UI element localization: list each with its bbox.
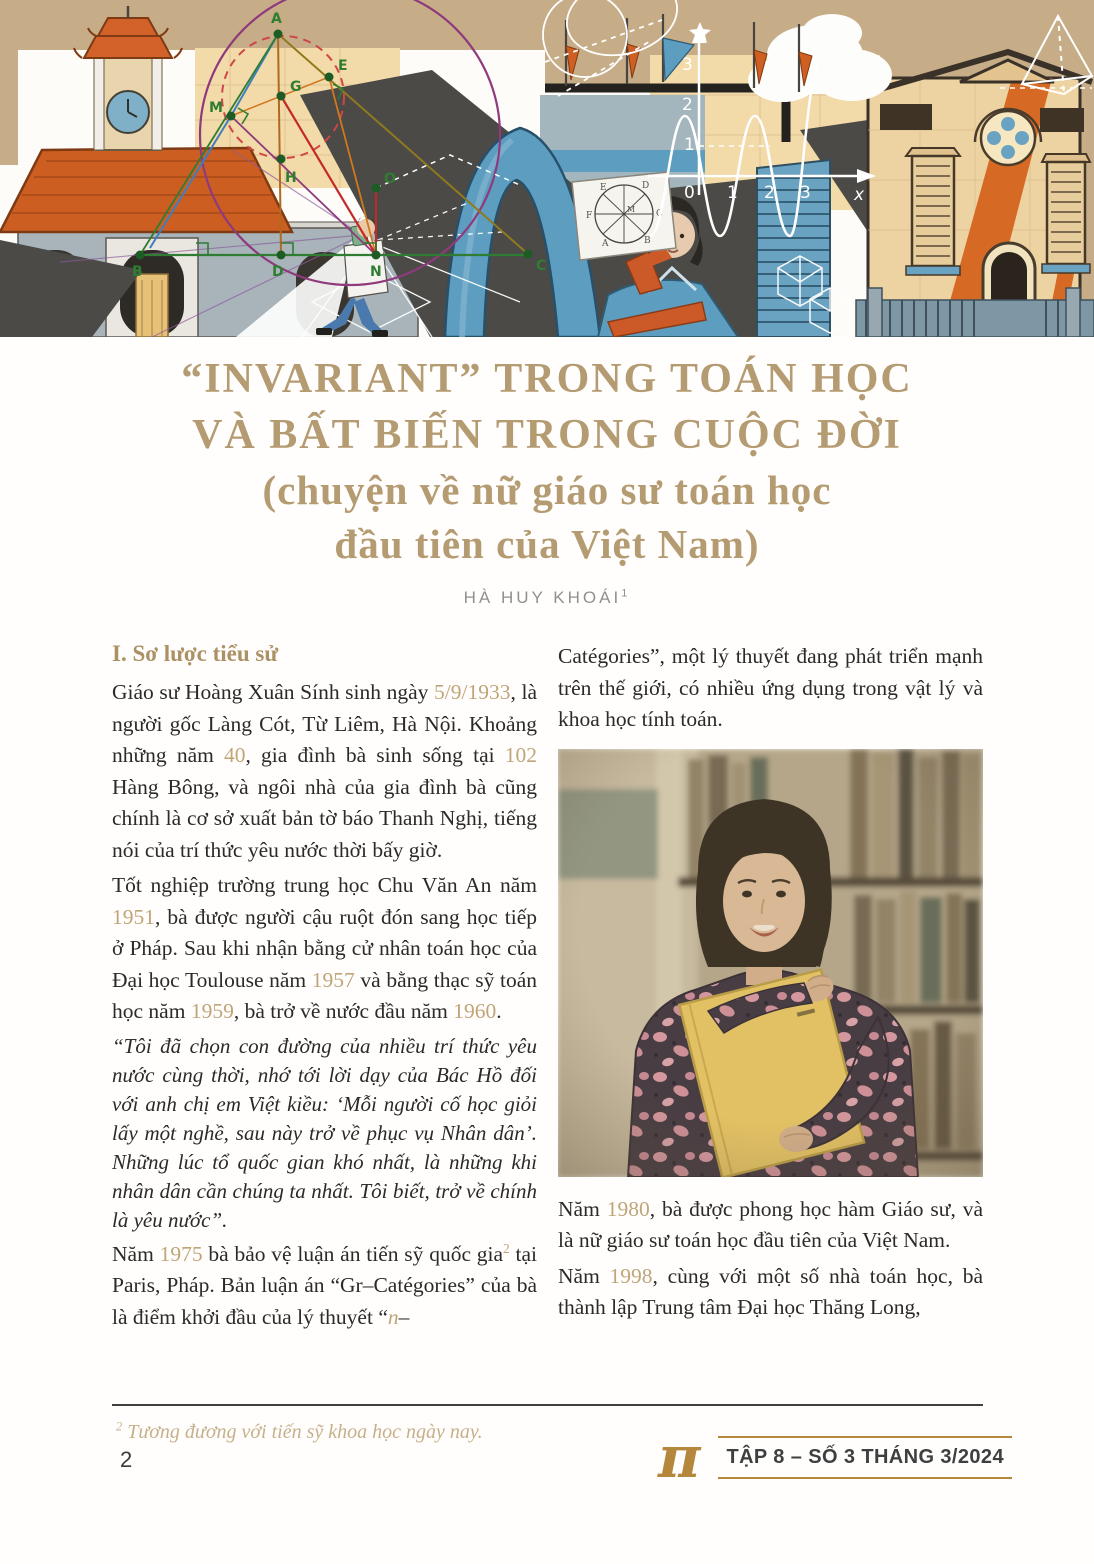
pi-logo-icon: π: [658, 1423, 701, 1491]
section-heading: I. Sơ lược tiểu sử: [112, 641, 279, 666]
diagram-label: H: [285, 170, 297, 186]
paper-label: B: [644, 236, 651, 246]
article-subtitle-line2: đầu tiên của Việt Nam): [334, 521, 760, 567]
article-title-block: [0, 351, 1094, 608]
diagram-label: O: [384, 171, 396, 187]
footer-issue-block: [658, 1423, 1012, 1491]
issue-info: TẬP 8 – SỐ 3 THÁNG 3/2024: [718, 1436, 1012, 1479]
article-title-line2: VÀ BẤT BIẾN TRONG CUỘC ĐỜI: [192, 412, 902, 458]
paragraph: Giáo sư Hoàng Xuân Sính sinh ngày 5/9/1933, là người gốc Làng Cót, Từ Liêm, Hà Nội. Khoảng những năm 40, gia đình bà sinh sống tại 102 Hàng Bông, và ngôi nhà của gia đình bà cũng chính là cơ sở xuất bản tờ báo Thanh Nghị, tiếng nói của trí thức yêu nước thời bấy giờ.: [112, 680, 537, 862]
paragraph: Catégories”, một lý thuyết đang phát triển mạnh trên thế giới, có nhiều ứng dụng trong vật lý và khoa học tính toán.: [558, 644, 983, 731]
axis-tick: 2: [764, 183, 775, 203]
paragraph: Tốt nghiệp trường trung học Chu Văn An năm 1951, bà được người cậu ruột đón sang học tiếp ở Pháp. Sau khi nhận bằng cử nhân toán học của Đại học Toulouse năm 1957 và bằng thạc sỹ toán học năm 1959, bà trở về nước đầu năm 1960.: [112, 873, 537, 1023]
axis-tick: 1: [727, 183, 738, 203]
footnote-text: $^2$ Tương đương với tiến sỹ khoa học ngày nay.: [116, 1419, 483, 1443]
axis-tick: 3: [800, 183, 811, 203]
left-column: [112, 641, 537, 1337]
paper-label: E: [600, 183, 607, 193]
page-number: 2: [120, 1447, 133, 1472]
article-columns: [112, 641, 983, 1337]
diagram-label: E: [338, 58, 348, 74]
quote-paragraph: “Tôi đã chọn con đường của nhiều trí thức yêu nước cùng thời, nhớ tới lời dạy của Bác Hồ đối với anh chị em Việt kiều: ‘Mỗi người cố học giỏi lấy một nghề, sau này trở về phục vụ Nhân dân’. Những lúc tổ quốc gian khó nhất, là những khi nhân dân cần chúng ta nhất. Tôi biết, trở về chính là yêu nước”.: [112, 1033, 537, 1232]
axis-tick: 1: [684, 135, 695, 155]
axis-tick: 3: [682, 55, 693, 75]
diagram-label: D: [272, 264, 284, 280]
footnote-divider: [112, 1404, 983, 1406]
diagram-label: A: [271, 11, 282, 27]
paragraph: Năm 1975 bà bảo vệ luận án tiến sỹ quốc gia$^2$ tại Paris, Pháp. Bản luận án “Gr–Catégories” của bà là điểm khởi đầu của lý thuyết “n–: [112, 1240, 537, 1329]
paragraph: Năm 1998, cùng với một số nhà toán học, bà thành lập Trung tâm Đại học Thăng Long,: [558, 1263, 983, 1319]
author-byline: HÀ HUY KHOÁI$^1$: [463, 587, 631, 607]
paper-label: M: [627, 205, 636, 214]
right-building: [856, 52, 1094, 337]
axis-tick: 0: [684, 183, 695, 203]
paper-label: F: [586, 211, 593, 221]
article-title-line1: “INVARIANT” TRONG TOÁN HỌC: [181, 356, 913, 402]
paper-label: A: [602, 239, 609, 249]
paper-label: D: [642, 181, 650, 191]
diagram-label: M: [209, 100, 223, 116]
header-illustration: [0, 0, 1094, 337]
diagram-label: N: [370, 264, 382, 280]
facade-window: [906, 148, 960, 275]
diagram-label: G: [290, 79, 302, 95]
diagram-label: C: [536, 258, 547, 274]
right-column: [558, 641, 983, 1337]
facade-window: [1042, 154, 1090, 273]
article-subtitle-line1: (chuyện về nữ giáo sư toán học: [262, 467, 832, 513]
portrait-photo: [558, 749, 983, 1177]
paragraph: Năm 1980, bà được phong học hàm Giáo sư, và là nữ giáo sư toán học đầu tiên của Việt Nam.: [558, 1196, 984, 1252]
axis-variable: x: [854, 185, 865, 205]
diagram-label: B: [132, 264, 143, 280]
paper-label: C: [656, 209, 663, 219]
axis-tick: 2: [682, 95, 693, 115]
